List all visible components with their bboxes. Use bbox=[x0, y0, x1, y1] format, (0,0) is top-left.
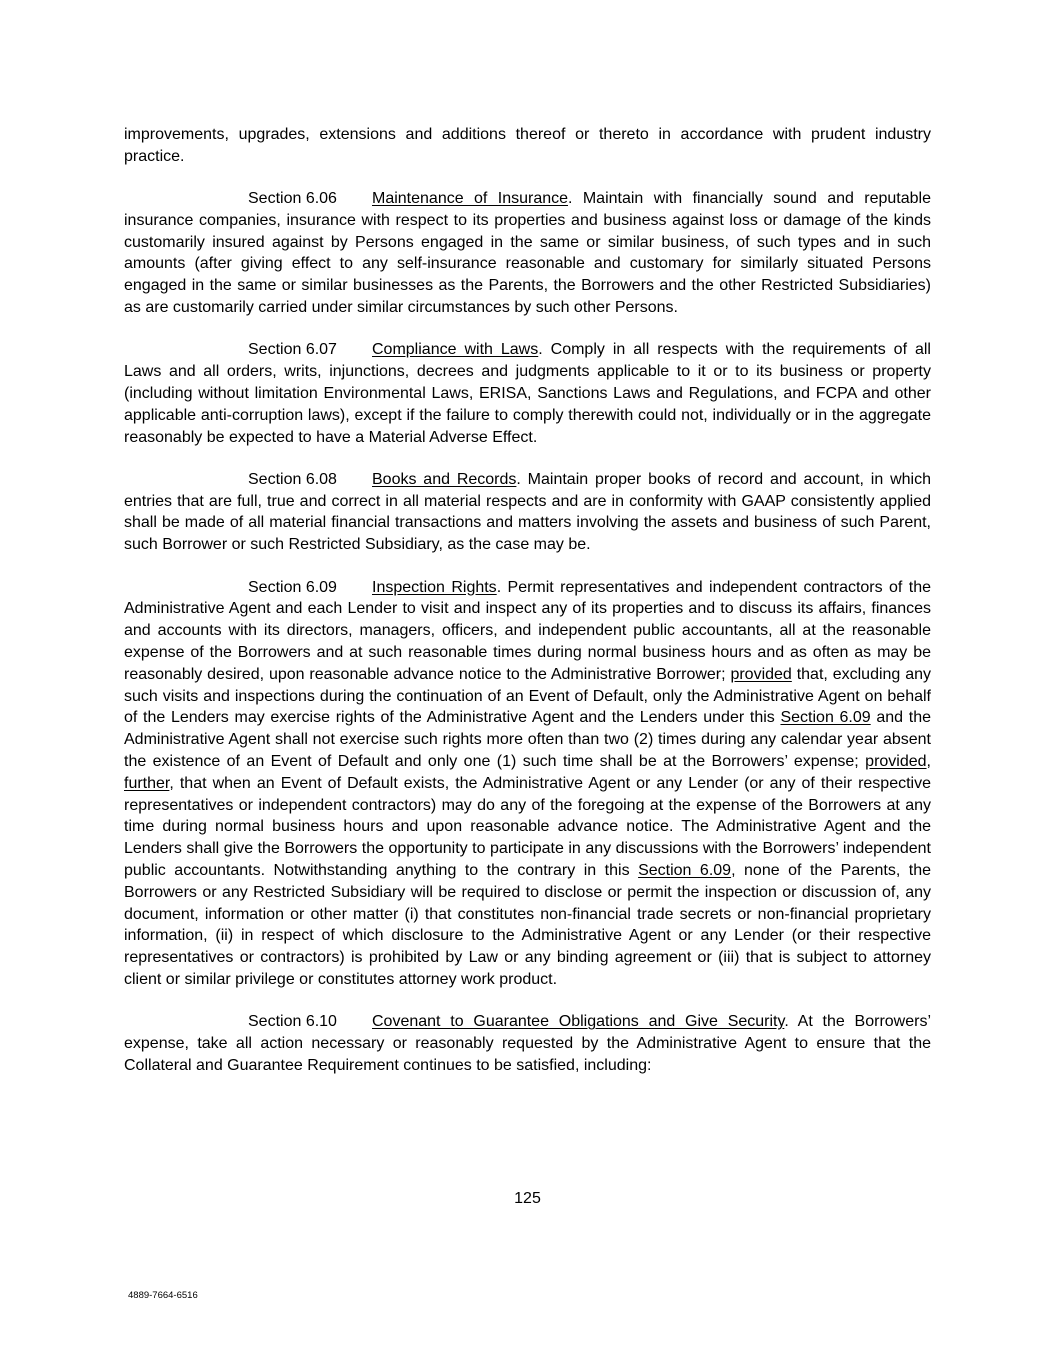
section-text: , none of the Parents, the Borrowers or any Restricted Subsidiary will be required to disclose or permit the inspection or discussion of, any document, information or other matter (i) that constitutes non-financial trade secrets or non-financial proprietary information, (ii) in respect of which disclosure to the Administrative Agent or any Lender (or their respective representatives or contractors) is prohibited by Law or any binding agreement or (iii) that is subject to attorney client or similar privilege or constitutes attorney work product. bbox=[124, 861, 932, 988]
section-reference: Section 6.09 bbox=[638, 861, 732, 879]
section-text: . Maintain proper books of record and account, in which entries that are full, true and correct in all material respects and are in conformity with GAAP consistently applied shall be made of all material financial transactions and matters involving the assets and business of such Parent, such Borrower or such Restricted Subsidiary, as the case may be. bbox=[124, 470, 931, 554]
comma-separator: , bbox=[926, 752, 931, 770]
page-number: 125 bbox=[514, 1190, 541, 1207]
intro-paragraph bbox=[124, 124, 931, 168]
section-text: . Permit representatives and independent contractors of the Administrative Agent and each Lender to visit and inspect any of its properties and to discuss its affairs, finances and accounts with its directors, managers, officers, and independent public accountants, all at the reasonable expense of the Borrowers and at such reasonable times during normal business hours and as often as may be reasonably desired, upon reasonable advance notice to the Administrative Borrower; bbox=[124, 578, 932, 683]
section-number: Section 6.06 bbox=[248, 190, 337, 208]
section-number: Section 6.09 bbox=[248, 578, 337, 596]
section-text: , that when an Event of Default exists, the Administrative Agent or any Lender (or any of their respective representatives or independent contractors) may do any of the foregoing at the expense of the Borrowers at any time during normal business hours and upon reasonable advance notice. The Administrative Agent and the Lenders shall give the Borrowers the opportunity to participate in any discussions with the Borrowers’ independent public accountants. Notwithstanding anything to the contrary in this bbox=[124, 774, 931, 879]
section-reference: Section 6.09 bbox=[780, 709, 871, 727]
section-text: that, excluding any such visits and inspections during the continuation of an Event of Default, only the Administrative Agent on behalf of the Lenders may exercise rights of the Administrative Agent and the Lenders under this bbox=[124, 665, 931, 727]
section-6-10-paragraph bbox=[124, 1011, 931, 1076]
section-text: . Maintain with financially sound and reputable insurance companies, insurance with respect to its properties and business against loss or damage of the kinds customarily insured against by Persons engaged in the same or similar business, of such types and in such amounts (after giving effect to any self-insurance reasonable and customary for similarly situated Persons engaged in the same or similar businesses as the Parents, the Borrowers and the other Restricted Subsidiaries) as are customarily carried under similar circumstances by such other Persons. bbox=[124, 190, 931, 317]
provided-term: provided bbox=[865, 752, 927, 770]
section-text: . At the Borrowers’ expense, take all action necessary or reasonably requested by the Administrative Agent to ensure that the Collateral and Guarantee Requirement continues to be satisfied, including: bbox=[124, 1013, 932, 1074]
section-6-07-paragraph bbox=[124, 339, 931, 448]
section-text: . Comply in all respects with the requirements of all Laws and all orders, writs, injunctions, decrees and judgments applicable to it or to its business or property (including without limitation Environmental Laws, ERISA, Sanctions Laws and Regulations, and FCPA and other applicable anti-corruption laws), except if the failure to comply therewith could not, individually or in the aggregate reasonably be expected to have a Material Adverse Effect. bbox=[124, 341, 931, 446]
section-text: and the Administrative Agent shall not exercise such rights more often than two (2) times during any calendar year absent the existence of an Event of Default and only one (1) such time shall be at the Borrowers’ expense; bbox=[124, 709, 932, 770]
section-title: Covenant to Guarantee Obligations and Give Security bbox=[372, 1013, 785, 1031]
document-id: 4889-7664-6516 bbox=[128, 1290, 198, 1301]
section-6-06-paragraph bbox=[124, 188, 931, 319]
provided-term: provided bbox=[730, 665, 792, 683]
section-6-09-paragraph bbox=[124, 577, 931, 991]
section-6-08-paragraph bbox=[124, 469, 931, 556]
section-title: Compliance with Laws bbox=[372, 341, 539, 359]
section-title: Maintenance of Insurance bbox=[372, 190, 569, 208]
section-title: Books and Records bbox=[372, 470, 517, 488]
section-number: Section 6.08 bbox=[248, 470, 337, 488]
intro-text: improvements, upgrades, extensions and additions thereof or thereto in accordance with prudent industry practice. bbox=[124, 126, 931, 165]
section-title: Inspection Rights bbox=[372, 578, 497, 596]
further-term: further bbox=[124, 774, 170, 792]
section-number: Section 6.07 bbox=[248, 341, 337, 359]
document-body bbox=[124, 124, 931, 1077]
section-number: Section 6.10 bbox=[248, 1013, 337, 1031]
